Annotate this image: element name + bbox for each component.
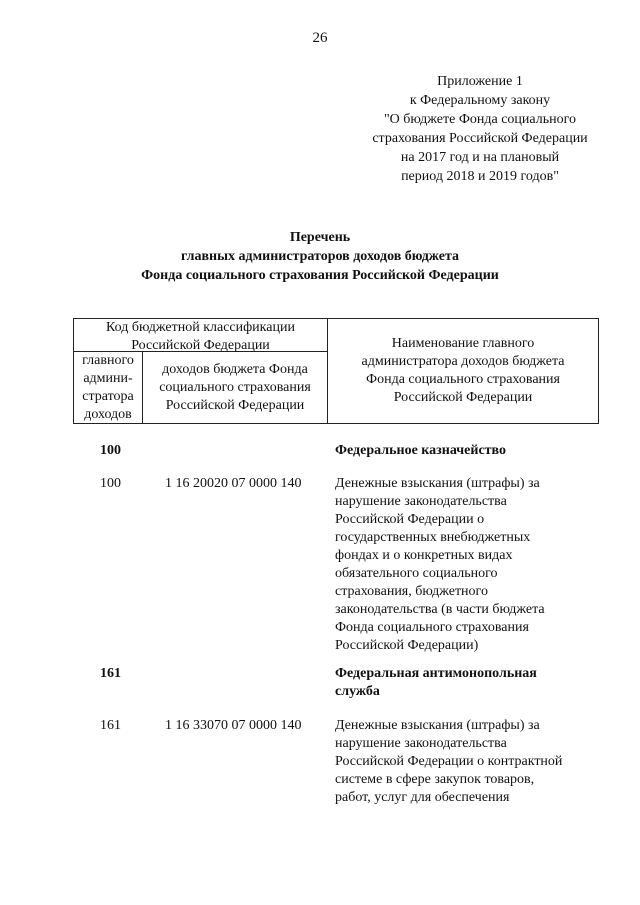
name-line: законодательства (в части бюджета (335, 602, 545, 617)
name-line: Российской Федерации о (335, 512, 485, 527)
administrator-name (335, 442, 605, 460)
appendix-line: Приложение 1 (437, 74, 523, 89)
appendix-line: страхования Российской Федерации (372, 131, 588, 146)
title-line: Перечень (289, 230, 351, 245)
admin-code: 100 (100, 443, 121, 458)
header-text: Российской Федерации (393, 390, 533, 405)
income-description (335, 717, 605, 807)
income-description (335, 475, 605, 655)
header-text: главного (82, 353, 134, 368)
header-text: администратора доходов бюджета (361, 354, 565, 369)
name-line: страхования, бюджетного (335, 584, 488, 599)
header-text: социального страхования (159, 380, 311, 395)
appendix-line: на 2017 год и на плановый (400, 150, 560, 165)
admin-code: 161 (100, 666, 121, 681)
name-line: нарушение законодательства (335, 494, 507, 509)
name-line: работ, услуг для обеспечения (335, 790, 510, 805)
appendix-line: "О бюджете Фонда социального (383, 112, 577, 127)
header-administrator-name (328, 335, 598, 407)
header-income-code (143, 361, 327, 415)
name-line: Федеральное казначейство (335, 443, 507, 458)
income-code: 1 16 33070 07 0000 140 (165, 718, 302, 733)
name-line: Российской Федерации) (335, 638, 479, 653)
name-line: Российской Федерации о контрактной (335, 754, 563, 769)
name-line: Фонда социального страхования (335, 620, 529, 635)
title-line: Фонда социального страхования Российской Федерации (141, 268, 499, 283)
name-line: системе в сфере закупок товаров, (335, 772, 535, 787)
header-text: Код бюджетной классификации (106, 320, 295, 335)
header-text: админи- (83, 371, 133, 386)
admin-code: 100 (100, 476, 121, 491)
name-line: фондах и о конкретных видах (335, 548, 513, 563)
appendix-line: период 2018 и 2019 годов" (401, 169, 559, 184)
header-text: Российской Федерации (131, 338, 270, 353)
header-text: Наименование главного (391, 336, 535, 351)
table-header (73, 318, 599, 424)
title-line: главных администраторов доходов бюджета (180, 249, 460, 264)
header-text: доходов бюджета Фонда (162, 362, 308, 377)
admin-code: 161 (100, 718, 121, 733)
name-line: служба (335, 684, 380, 699)
name-line: нарушение законодательства (335, 736, 507, 751)
income-code: 1 16 20020 07 0000 140 (165, 476, 302, 491)
appendix-line: к Федеральному закону (409, 93, 551, 108)
header-admin-code (74, 352, 142, 424)
document-title (0, 228, 640, 285)
header-text: стратора (82, 389, 134, 404)
appendix-note (335, 72, 625, 186)
name-line: Денежные взыскания (штрафы) за (335, 476, 540, 491)
name-line: Денежные взыскания (штрафы) за (335, 718, 540, 733)
administrator-name (335, 665, 605, 701)
header-text: Российской Федерации (165, 398, 305, 413)
header-text: доходов (84, 407, 132, 422)
name-line: государственных внебюджетных (335, 530, 531, 545)
header-budget-classification (74, 319, 327, 355)
header-text: Фонда социального страхования (366, 372, 560, 387)
name-line: обязательного социального (335, 566, 498, 581)
name-line: Федеральная антимонопольная (335, 666, 537, 681)
page-number: 26 (312, 30, 328, 46)
